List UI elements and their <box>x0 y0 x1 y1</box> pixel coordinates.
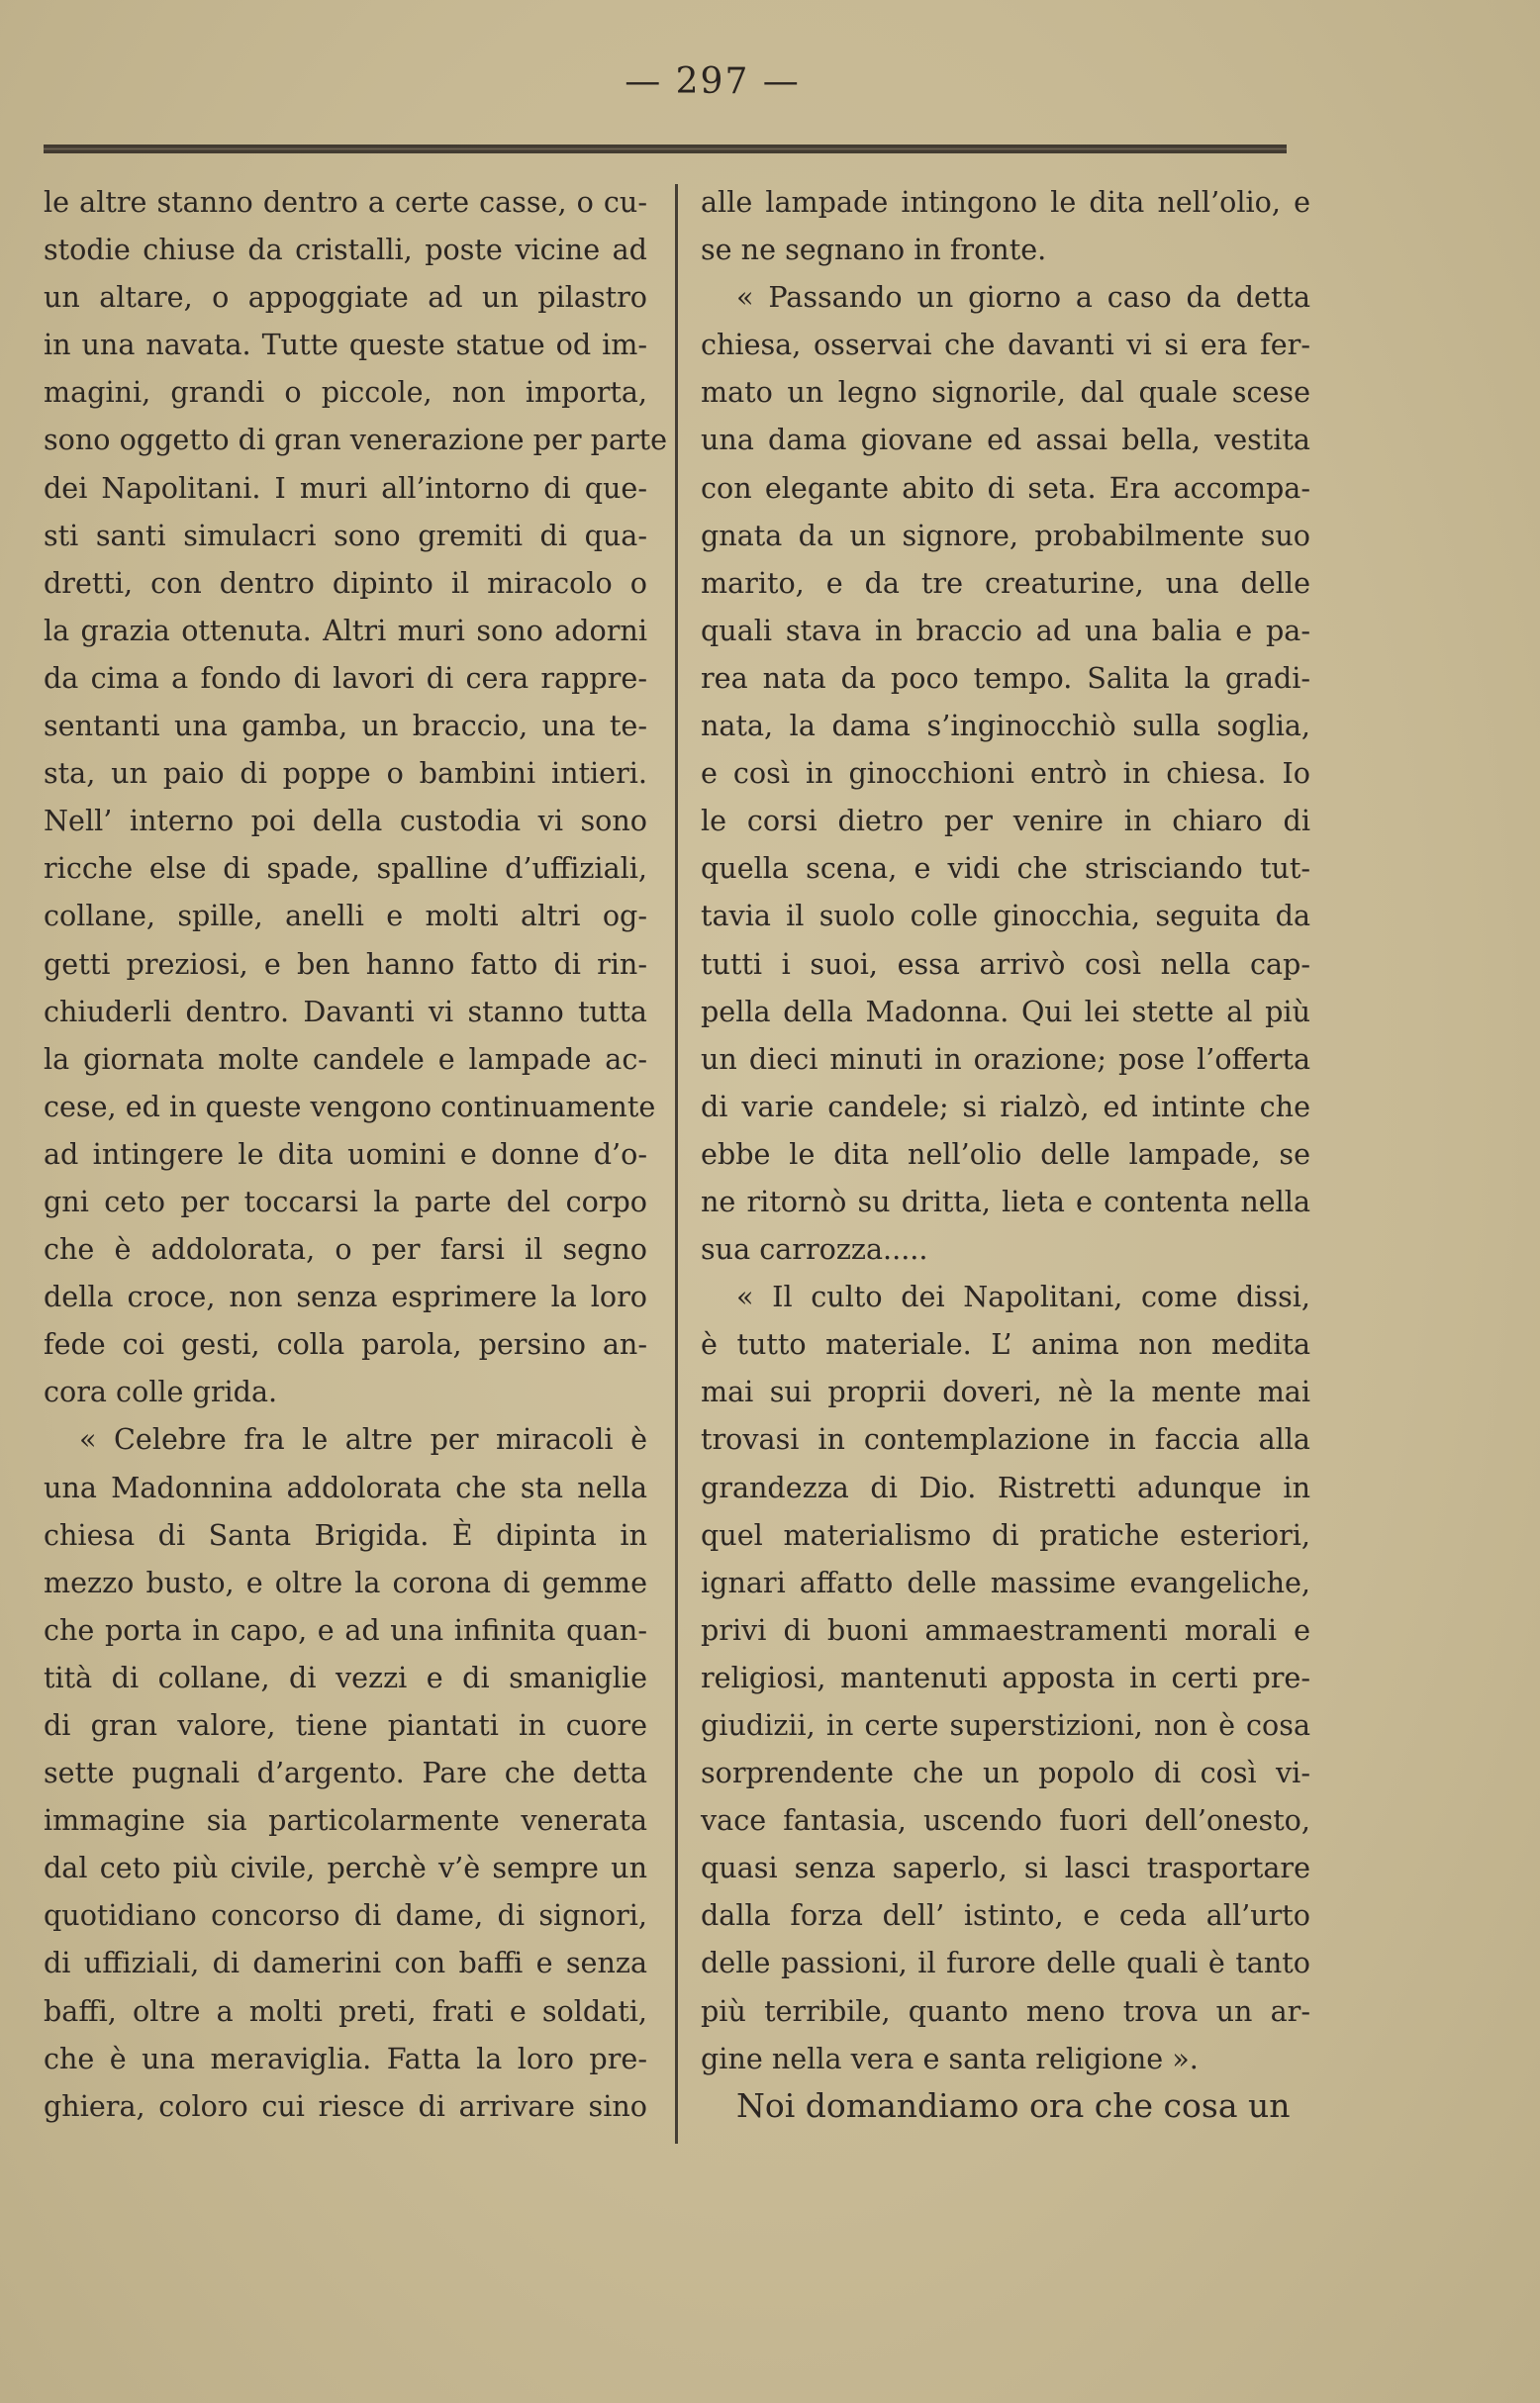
text-line: quasi senza saperlo, si lasci trasportare <box>701 1851 1310 1885</box>
text-line: dal ceto più civile, perchè v’è sempre un <box>44 1851 647 1885</box>
text-line: cora colle grida. <box>44 1375 278 1409</box>
text-line: che è addolorata, o per farsi il segno <box>44 1232 647 1267</box>
text-line: fede coi gesti, colla parola, persino an- <box>44 1327 647 1362</box>
text-line: « Celebre fra le altre per miracoli è <box>79 1422 647 1457</box>
column-divider <box>675 184 678 2144</box>
right-text-column <box>701 178 1310 2130</box>
text-line: grandezza di Dio. Ristretti adunque in <box>701 1470 1310 1504</box>
text-line: un dieci minuti in orazione; pose l’offerta <box>701 1041 1310 1076</box>
text-line: mai sui proprii doveri, nè la mente mai <box>701 1375 1310 1409</box>
text-line: getti preziosi, e ben hanno fatto di rin- <box>44 946 647 981</box>
text-line: dalla forza dell’ istinto, e ceda all’urto <box>701 1898 1310 1933</box>
text-line: sette pugnali d’argento. Pare che detta <box>44 1756 647 1790</box>
text-line: chiesa di Santa Brigida. È dipinta in <box>44 1517 647 1552</box>
text-line: mato un legno signorile, dal quale scese <box>701 375 1310 410</box>
text-line: marito, e da tre creaturine, una delle <box>701 565 1310 600</box>
text-line: di gran valore, tiene piantati in cuore <box>44 1708 647 1742</box>
text-line: quali stava in braccio ad una balia e pa- <box>701 613 1310 647</box>
text-line: che porta in capo, e ad una infinita quan- <box>44 1612 647 1647</box>
text-line: quella scena, e vidi che strisciando tut- <box>701 851 1310 886</box>
text-line: baffi, oltre a molti preti, frati e soldati, <box>44 1993 647 2028</box>
text-line: delle passioni, il furore delle quali è tanto <box>701 1946 1310 1980</box>
text-line: collane, spille, anelli e molti altri og- <box>44 899 647 933</box>
text-line: ignari affatto delle massime evangeliche, <box>701 1565 1310 1599</box>
text-line: ebbe le dita nell’olio delle lampade, se <box>701 1136 1310 1171</box>
text-line: ghiera, coloro cui riesce di arrivare sino <box>44 2088 647 2123</box>
text-line: ne ritornò su dritta, lieta e contenta nella <box>701 1184 1310 1218</box>
text-line: se ne segnano in fronte. <box>701 233 1047 267</box>
text-line: ricche else di spade, spalline d’uffiziali, <box>44 851 647 886</box>
text-line: tità di collane, di vezzi e di smaniglie <box>44 1660 647 1694</box>
text-line: immagine sia particolarmente venerata <box>44 1803 647 1838</box>
text-line: Nell’ interno poi della custodia vi sono <box>44 804 647 838</box>
text-line: le corsi dietro per venire in chiaro di <box>701 804 1310 838</box>
text-line: vace fantasia, uscendo fuori dell’onesto, <box>701 1803 1310 1838</box>
text-line: della croce, non senza esprimere la loro <box>44 1280 647 1314</box>
text-line: quel materialismo di pratiche esteriori, <box>701 1517 1310 1552</box>
left-text-column <box>44 178 668 2130</box>
text-line: Noi domandiamo ora che cosa un <box>736 2085 1291 2125</box>
text-line: sorprendente che un popolo di così vi- <box>701 1756 1310 1790</box>
text-line: le altre stanno dentro a certe casse, o cu- <box>44 185 647 219</box>
text-line: gni ceto per toccarsi la parte del corpo <box>44 1184 647 1218</box>
text-line: chiesa, osservai che davanti vi si era fer- <box>701 328 1310 362</box>
text-line: magini, grandi o piccole, non importa, <box>44 375 647 410</box>
text-line: mezzo busto, e oltre la corona di gemme <box>44 1565 647 1599</box>
text-line: « Passando un giorno a caso da detta <box>736 280 1310 315</box>
text-line: sono oggetto di gran venerazione per parte <box>44 423 668 457</box>
text-line: stodie chiuse da cristalli, poste vicine ad <box>44 233 647 267</box>
text-line: è tutto materiale. L’ anima non medita <box>701 1327 1310 1362</box>
text-line: un altare, o appoggiate ad un pilastro <box>44 280 647 315</box>
text-line: e così in ginocchioni entrò in chiesa. Io <box>701 756 1310 791</box>
text-line: una Madonnina addolorata che sta nella <box>44 1470 647 1504</box>
text-line: pella della Madonna. Qui lei stette al più <box>701 994 1310 1028</box>
text-line: tavia il suolo colle ginocchia, seguita da <box>701 899 1310 933</box>
text-line: una dama giovane ed assai bella, vestita <box>701 423 1310 457</box>
text-line: la giornata molte candele e lampade ac- <box>44 1041 647 1076</box>
text-line: più terribile, quanto meno trova un ar- <box>701 1993 1310 2028</box>
text-line: in una navata. Tutte queste statue od im- <box>44 328 647 362</box>
text-line: tutti i suoi, essa arrivò così nella cap- <box>701 946 1310 981</box>
text-line: di uffiziali, di damerini con baffi e senza <box>44 1946 647 1980</box>
text-line: sta, un paio di poppe o bambini intieri. <box>44 756 647 791</box>
page-number: — 297 — <box>625 61 801 102</box>
text-line: dei Napolitani. I muri all’intorno di que- <box>44 470 647 505</box>
text-line: chiuderli dentro. Davanti vi stanno tutta <box>44 994 647 1028</box>
text-line: quotidiano concorso di dame, di signori, <box>44 1898 647 1933</box>
text-line: la grazia ottenuta. Altri muri sono adorni <box>44 613 647 647</box>
text-line: gnata da un signore, probabilmente suo <box>701 518 1310 552</box>
text-line: sentanti una gamba, un braccio, una te- <box>44 709 647 743</box>
header-rule <box>44 144 1287 153</box>
text-line: da cima a fondo di lavori di cera rappre- <box>44 660 647 695</box>
text-line: rea nata da poco tempo. Salita la gradi- <box>701 660 1310 695</box>
text-line: con elegante abito di seta. Era accompa- <box>701 470 1310 505</box>
text-line: sti santi simulacri sono gremiti di qua- <box>44 518 647 552</box>
text-line: dretti, con dentro dipinto il miracolo o <box>44 565 647 600</box>
text-line: giudizii, in certe superstizioni, non è cosa <box>701 1708 1310 1742</box>
text-line: gine nella vera e santa religione ». <box>701 2041 1199 2075</box>
text-line: trovasi in contemplazione in faccia alla <box>701 1422 1310 1457</box>
text-line: religiosi, mantenuti apposta in certi pre- <box>701 1660 1310 1694</box>
text-line: nata, la dama s’inginocchiò sulla soglia, <box>701 709 1310 743</box>
text-line: « Il culto dei Napolitani, come dissi, <box>736 1280 1310 1314</box>
text-line: di varie candele; si rialzò, ed intinte che <box>701 1089 1310 1123</box>
text-line: alle lampade intingono le dita nell’olio, e <box>701 185 1310 219</box>
text-line: sua carrozza..... <box>701 1232 928 1267</box>
text-line: privi di buoni ammaestramenti morali e <box>701 1612 1310 1647</box>
text-line: ad intingere le dita uomini e donne d’o- <box>44 1136 647 1171</box>
text-line: che è una meraviglia. Fatta la loro pre- <box>44 2041 647 2075</box>
text-line: cese, ed in queste vengono continuamente <box>44 1089 656 1123</box>
